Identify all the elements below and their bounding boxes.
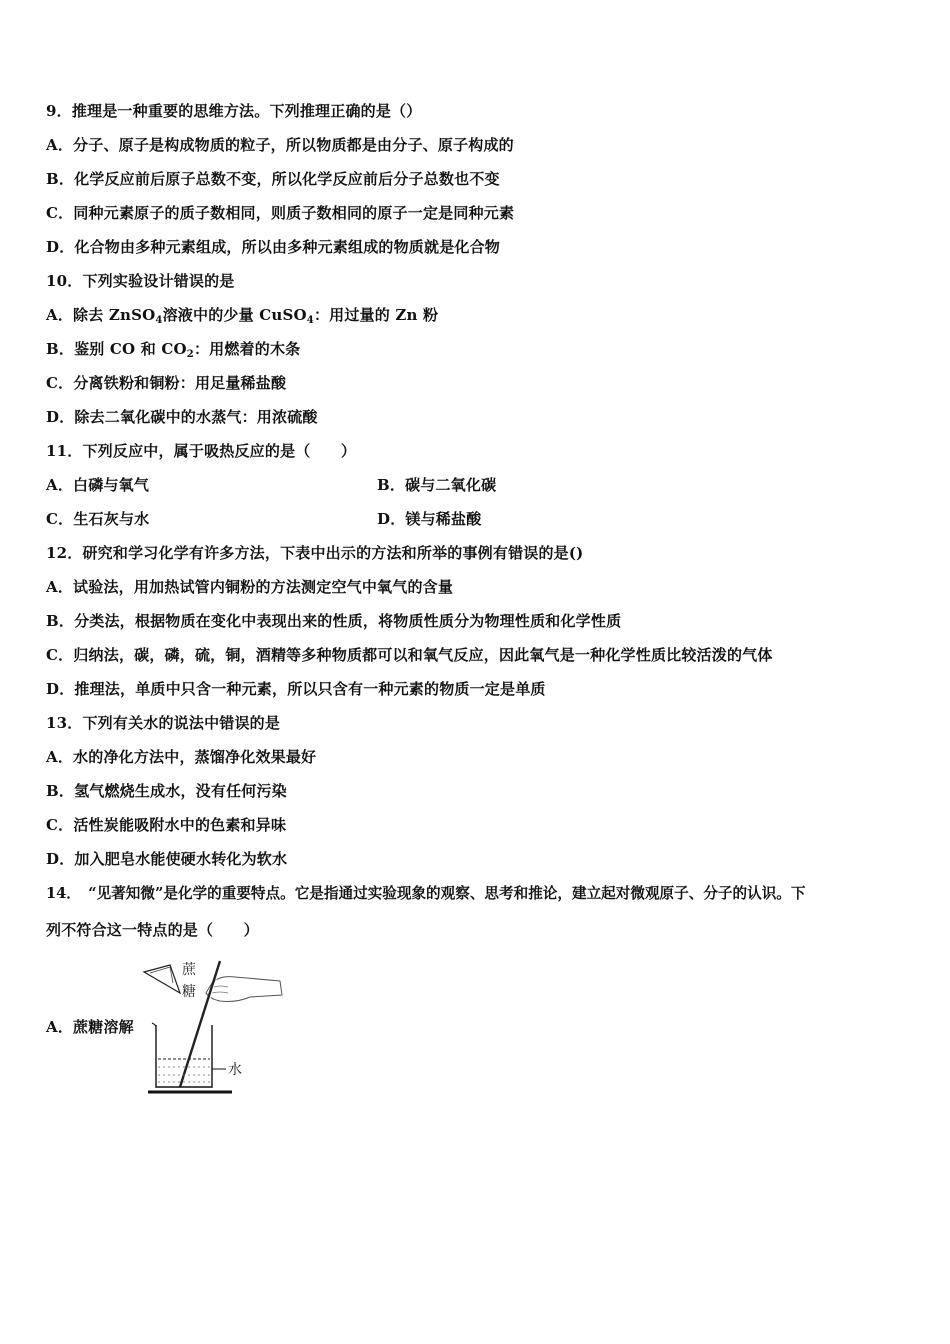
q14-stem-line1: 14． “见著知微”是化学的重要特点。它是指通过实验现象的观察、思考和推论，建立起对微观原子、分子的认识。下: [46, 885, 806, 902]
q10-a-sub2: 4: [306, 315, 314, 326]
q9-option-d: D．化合物由多种元素组成，所以由多种元素组成的物质就是化合物: [46, 238, 501, 256]
q10-option-b: [46, 339, 300, 359]
q9-stem: 9．推理是一种重要的思维方法。下列推理正确的是（）: [46, 102, 422, 120]
q10-b-sub: 2: [186, 349, 194, 360]
q10-option-d: D．除去二氧化碳中的水蒸气：用浓硫酸: [46, 408, 318, 426]
q13-stem: 13．下列有关水的说法中错误的是: [46, 714, 281, 732]
q9-option-b: B．化学反应前后原子总数不变，所以化学反应前后分子总数也不变: [46, 170, 500, 188]
q11-option-d: D．镁与稀盐酸: [377, 510, 482, 528]
hand-finger-1: [214, 986, 228, 987]
q12-option-a: A．试验法，用加热试管内铜粉的方法测定空气中氧气的含量: [46, 578, 454, 596]
q12-option-d: D．推理法，单质中只含一种元素，所以只含有一种元素的物质一定是单质: [46, 680, 546, 698]
hand-finger-2: [212, 992, 228, 993]
q10-b-pre: B．鉴别 CO 和 CO: [46, 340, 187, 358]
q14-option-a: A．蔗糖溶解: [46, 1018, 134, 1036]
q10-option-c: C．分离铁粉和铜粉：用足量稀盐酸: [46, 374, 287, 392]
q10-a-sub1: 4: [155, 315, 163, 326]
glass-rod: [180, 961, 220, 1087]
q12-option-b: B．分类法，根据物质在变化中表现出来的性质，将物质性质分为物理性质和化学性质: [46, 612, 622, 630]
sugar-label-2: 糖: [182, 984, 196, 1000]
q13-option-c: C．活性炭能吸附水中的色素和异味: [46, 816, 287, 834]
q13-option-d: D．加入肥皂水能使硬水转化为软水: [46, 850, 288, 868]
q11-option-c: C．生石灰与水: [46, 510, 150, 528]
q9-option-c: C．同种元素原子的质子数相同，则质子数相同的原子一定是同种元素: [46, 204, 515, 222]
sugar-label-1: 蔗: [182, 962, 196, 978]
q10-stem: 10．下列实验设计错误的是: [46, 272, 235, 290]
q10-a-pre: A．除去 ZnSO: [46, 306, 156, 324]
q11-option-a: A．白磷与氧气: [46, 476, 150, 494]
beaker-lip: [152, 1023, 156, 1027]
q10-b-post: ：用燃着的木条: [193, 340, 301, 358]
q11-stem: 11．下列反应中，属于吸热反应的是（ ）: [46, 442, 357, 460]
water-label: 水: [228, 1062, 242, 1078]
q13-option-a: A．水的净化方法中，蒸馏净化效果最好: [46, 748, 317, 766]
q11-option-b: B．碳与二氧化碳: [377, 476, 497, 494]
hand-shape: [206, 977, 282, 1002]
glass-rod-highlight: [182, 961, 222, 1087]
q12-option-c: C．归纳法，碳，磷，硫，铜，酒精等多种物质都可以和氧气反应，因此氧气是一种化学性质比较活泼的气体: [46, 646, 773, 664]
q10-option-a: [46, 305, 438, 325]
beaker-illustration: [140, 955, 290, 1100]
q10-a-mid: 溶液中的少量 CuSO: [162, 306, 307, 324]
q10-a-post: ：用过量的 Zn 粉: [313, 306, 439, 324]
q9-option-a: A．分子、原子是构成物质的粒子，所以物质都是由分子、原子构成的: [46, 136, 514, 154]
q14-stem-line2: 列不符合这一特点的是（ ）: [46, 921, 259, 939]
sugar-dissolving-figure: [140, 955, 290, 1100]
q13-option-b: B．氢气燃烧生成水，没有任何污染: [46, 782, 287, 800]
q12-stem: 12．研究和学习化学有许多方法，下表中出示的方法和所举的事例有错误的是(): [46, 544, 584, 562]
